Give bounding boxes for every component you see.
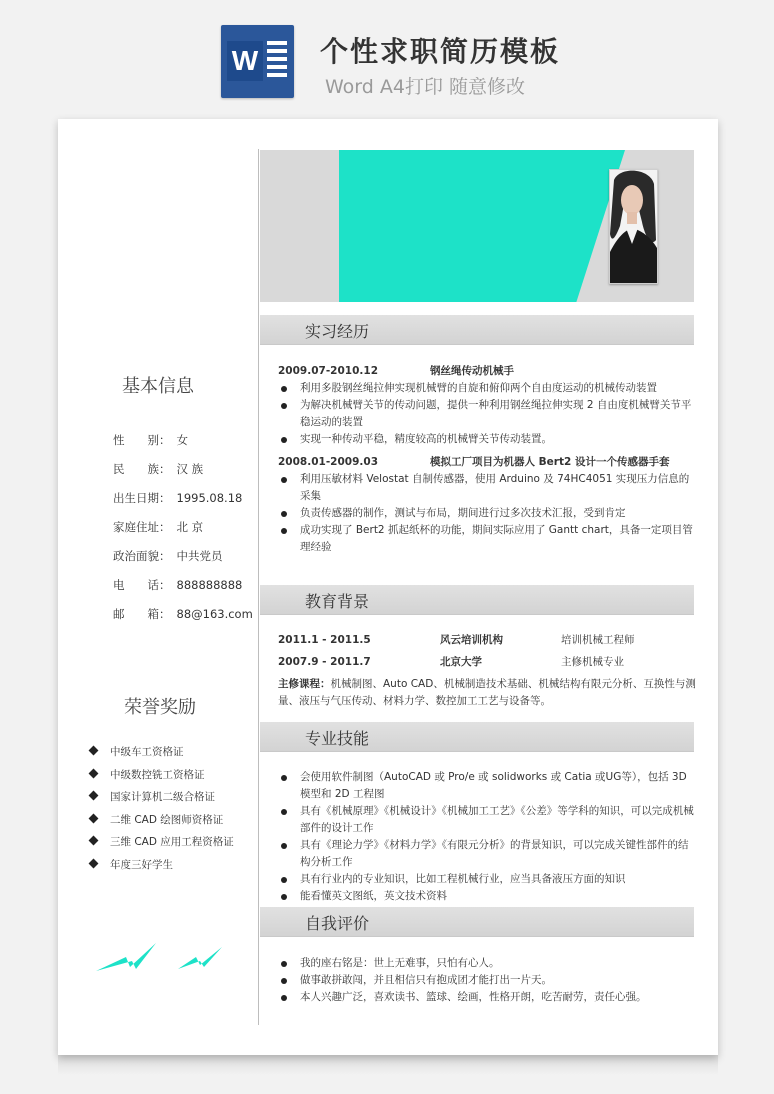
internship-role: 钢丝绳传动机械手 (430, 365, 514, 377)
info-row (113, 432, 258, 461)
edu-date: 2007.9 - 2011.7 (278, 656, 371, 668)
info-row (113, 490, 258, 519)
info-value: 中共党员 (176, 549, 223, 563)
page-title: 个性求职简历模板 (320, 35, 561, 68)
internship-role: 模拟工厂项目为机器人 Bert2 设计一个传感器手套 (430, 456, 670, 468)
info-row (113, 519, 258, 548)
info-row (113, 548, 258, 577)
internship-header (278, 454, 698, 471)
honor-text: 国家计算机二级合格证 (110, 791, 215, 803)
section-bar-skills (260, 722, 694, 752)
edu-major: 培训机械工程师 (561, 634, 635, 646)
section-bar-internship (260, 315, 694, 345)
honor-item (90, 789, 260, 812)
info-label: 性 别： (113, 433, 171, 447)
skill-item: 具有《机械原理》《机械设计》《机械加工工艺》《公差》等学科的知识，可以完成机械部件的设计工作 (278, 803, 698, 837)
profile-photo (609, 169, 658, 284)
honor-title: 荣誉奖励 (124, 697, 196, 718)
basic-info-title: 基本信息 (122, 376, 194, 397)
honor-text: 年度三好学生 (110, 858, 173, 871)
diamond-bullet-icon (89, 768, 99, 778)
honor-text: 中级车工资格证 (110, 746, 184, 758)
courses-label: 主修课程： (278, 678, 331, 690)
honor-text: 三维 CAD 应用工程资格证 (110, 836, 234, 848)
diamond-bullet-icon (89, 746, 99, 756)
section-title-skills: 专业技能 (305, 729, 370, 748)
section-bar-self-eval (260, 907, 694, 937)
edu-school: 北京大学 (440, 656, 482, 668)
info-value: 北 京 (176, 520, 204, 534)
internship-bullet: 负责传感器的制作，测试与布局，期间进行过多次技术汇报，受到肯定 (278, 505, 698, 522)
self-eval-item: 本人兴趣广泛，喜欢读书、篮球、绘画，性格开朗，吃苦耐劳，责任心强。 (278, 989, 698, 1006)
self-eval-content (278, 955, 698, 1006)
top-header (0, 0, 774, 110)
courses (278, 676, 698, 710)
internship-content (278, 363, 698, 556)
education-row (278, 632, 698, 654)
education-content (278, 632, 698, 710)
section-bar-education (260, 585, 694, 615)
diamond-bullet-icon (89, 791, 99, 801)
info-value: 88@163.com (176, 607, 253, 621)
internship-bullet: 实现一种传动平稳，精度较高的机械臂关节传动装置。 (278, 431, 698, 448)
edu-major: 主修机械专业 (561, 656, 624, 668)
skill-item: 能看懂英文图纸，英文技术资料 (278, 888, 698, 905)
header-accent (339, 150, 625, 302)
honor-item (90, 812, 260, 835)
info-label: 电 话： (113, 578, 171, 592)
diamond-bullet-icon (89, 858, 99, 868)
skill-item: 具有行业内的专业知识，比如工程机械行业，应当具备液压方面的知识 (278, 871, 698, 888)
info-label: 邮 箱： (113, 607, 171, 621)
internship-date: 2008.01-2009.03 (278, 456, 379, 468)
left-column (58, 119, 258, 1055)
skill-item: 具有《理论力学》《材料力学》《有限元分析》的背景知识，可以完成关键性部件的结构分析工作 (278, 837, 698, 871)
edu-date: 2011.1 - 2011.5 (278, 634, 371, 646)
edu-school: 风云培训机构 (440, 634, 503, 646)
column-divider (258, 149, 259, 1025)
word-logo-letter: W (227, 41, 263, 81)
section-title-internship: 实习经历 (305, 322, 370, 341)
honor-item (90, 744, 260, 767)
internship-bullet: 为解决机械臂关节的传动问题，提供一种利用钢丝绳拉伸实现 2 自由度机械臂关节平稳运动的装置 (278, 397, 698, 431)
info-value: 女 (176, 433, 188, 447)
person-photo-icon (610, 170, 657, 283)
diamond-bullet-icon (89, 836, 99, 846)
internship-bullet: 利用压敏材料 Velostat 自制传感器，使用 Arduino 及 74HC4051 实现压力信息的采集 (278, 471, 698, 505)
section-title-education: 教育背景 (305, 592, 370, 611)
resume-page (58, 119, 718, 1055)
skill-item: 会使用软件制图（AutoCAD 或 Pro/e 或 solidworks 或 Catia 或UG等），包括 3D 模型和 2D 工程图 (278, 769, 698, 803)
honor-text: 二维 CAD 绘图师资格证 (110, 813, 224, 826)
info-value: 888888888 (176, 578, 243, 592)
word-logo-icon (221, 25, 294, 98)
internship-bullet: 利用多股钢丝绳拉伸实现机械臂的自旋和俯仰两个自由度运动的机械传动装置 (278, 380, 698, 397)
self-eval-item: 我的座右铭是：世上无难事，只怕有心人。 (278, 955, 698, 972)
decorative-zigzag (96, 939, 236, 979)
honor-item (90, 834, 260, 857)
info-value: 汉 族 (176, 462, 204, 476)
paper-shadow (58, 1055, 718, 1075)
info-value: 1995.08.18 (176, 491, 243, 505)
diamond-bullet-icon (89, 813, 99, 823)
skills-content (278, 769, 698, 905)
internship-date: 2009.07-2010.12 (278, 365, 379, 377)
info-label: 政治面貌： (113, 549, 171, 563)
info-row (113, 606, 258, 635)
education-row (278, 654, 698, 676)
courses-text: 机械制图、Auto CAD、机械制造技术基础、机械结构有限元分析、互换性与测量、液压与气压传动、材料力学、数控加工工艺与设备等。 (278, 678, 696, 707)
internship-bullet: 成功实现了 Bert2 抓起纸杯的功能，期间实际应用了 Gantt chart，具备一定项目管理经验 (278, 522, 698, 556)
honor-list (90, 744, 260, 879)
info-label: 出生日期： (113, 491, 171, 505)
honor-text: 中级数控铣工资格证 (110, 768, 205, 781)
info-label: 民 族： (113, 462, 171, 476)
info-label: 家庭住址： (113, 520, 171, 534)
honor-item (90, 857, 260, 880)
info-row (113, 577, 258, 606)
section-title-self-eval: 自我评价 (305, 914, 370, 933)
basic-info-list (113, 432, 258, 635)
info-row (113, 461, 258, 490)
page-subtitle: Word A4打印 随意修改 (325, 76, 526, 98)
honor-item (90, 767, 260, 790)
internship-header (278, 363, 698, 380)
self-eval-item: 做事敢拼敢闯，并且相信只有抱成团才能打出一片天。 (278, 972, 698, 989)
